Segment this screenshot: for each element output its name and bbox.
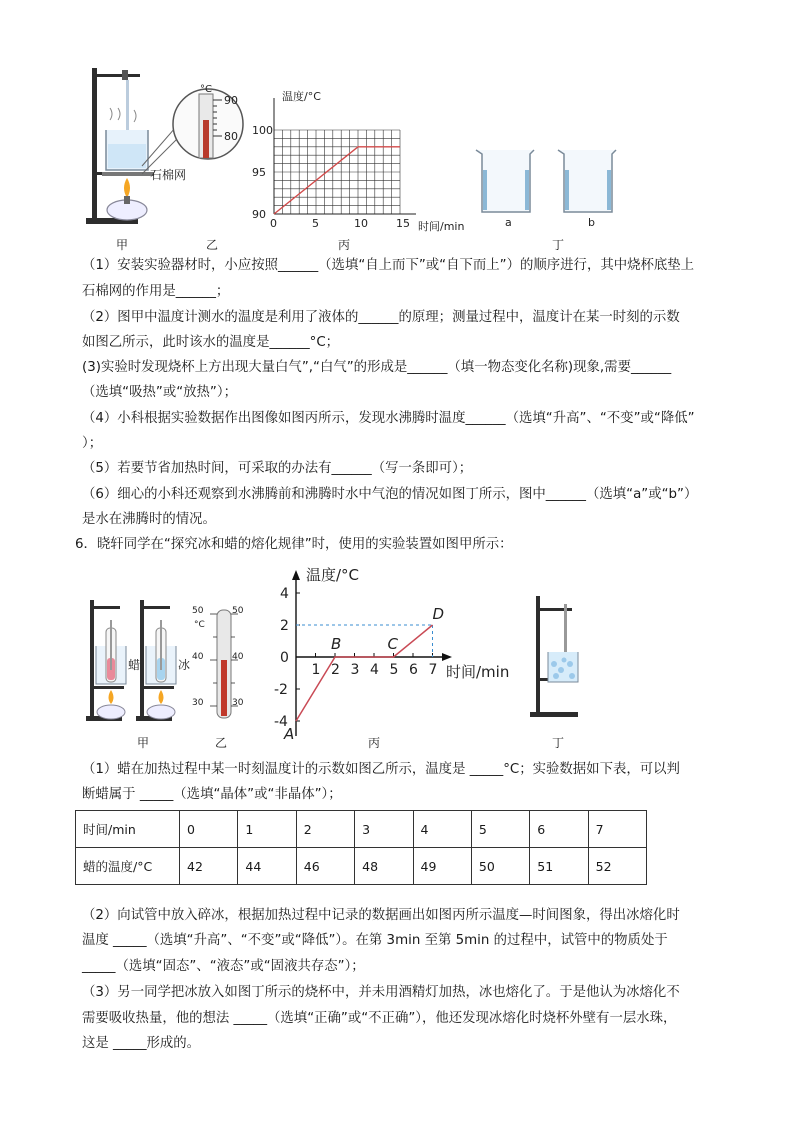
y-tick-label: -4 [274,714,288,730]
table-cell: 46 [296,848,354,885]
wax-label: 蜡 [128,658,141,672]
y-tick-label: 0 [280,650,289,666]
thermo-tick-80: 80 [224,130,238,143]
chart-bing-ice-melting [266,560,526,740]
label-bing-2: 丙 [368,736,381,750]
label-jia-2: 甲 [137,736,150,750]
x-tick-label: 4 [370,662,379,678]
table-cell: 4 [413,811,471,848]
thermo-unit-1: °C [200,84,212,95]
point-label-d: D [432,605,445,623]
q6-line-7: 需要吸收热量，他的想法 _____（选填“正确”或“不正确”），他还发现冰熔化时烧杯外壁有一层水珠， [82,1011,677,1026]
table-cell: 5 [471,811,529,848]
y-tick-label: 100 [252,124,273,137]
table-cell: 52 [588,848,646,885]
table-cell: 1 [238,811,296,848]
x-tick-label: 2 [331,662,340,678]
table-cell: 6 [530,811,588,848]
table-header-time: 时间/min [76,811,180,848]
chart2-ylabel: 温度/°C [306,566,360,584]
y-tick-label: 4 [280,586,289,602]
y-tick-label: 95 [252,166,266,179]
q6-line-1: （1）蜡在加热过程中某一时刻温度计的示数如图乙所示，温度是 _____°C；实验数据如下表，可以判 [82,762,680,777]
x-tick-label: 15 [396,217,410,230]
label-jia-1: 甲 [116,238,129,252]
table-row [76,811,647,848]
y-tick-label: 90 [252,208,266,221]
point-label-c: C [387,635,398,653]
chart1-xlabel: 时间/min [418,220,465,233]
q5-line-1: （1）安装实验器材时，小应按照______（选填“自上而下”或“自下而上”）的顺序进行，其中烧杯底垫上 [82,258,695,273]
thermo2-unit: °C [194,620,205,630]
table-cell: 42 [180,848,238,885]
thermo2-tick-50-left: 50 [192,606,204,616]
q5-line-8: ）； [82,436,103,451]
table-cell: 51 [530,848,588,885]
x-tick-label: 6 [409,662,418,678]
q6-line-4: 温度 _____（选填“升高”、“不变”或“降低”）。在第 3min 至第 5min 的过程中，试管中的物质处于 [82,933,668,948]
q6-line-5: _____（选填“固态”、“液态”或“固液共存态”）； [82,959,365,974]
table-cell: 0 [180,811,238,848]
beaker-b-label: b [588,216,595,229]
q5-line-9: （5）若要节省加热时间，可采取的办法有______（写一条即可）； [82,461,473,476]
x-tick-label: 3 [350,662,360,678]
beaker-a-label: a [505,216,512,229]
label-yi-2: 乙 [215,736,228,750]
label-yi-1: 乙 [206,238,219,252]
q6-line-8: 这是 _____形成的。 [82,1036,201,1051]
y-tick-label: -2 [274,682,288,698]
table-row [76,848,647,885]
thermo2-tick-30-left: 30 [192,698,204,708]
point-label-b: B [331,635,342,653]
q5-line-3: （2）图甲中温度计测水的温度是利用了液体的______的原理；测量过程中，温度计在某一时刻的示数 [82,310,680,325]
x-tick-label: 0 [270,217,277,230]
y-tick-label: 2 [280,618,289,634]
chart1-ylabel: 温度/°C [282,90,321,103]
q6-line-6: （3）另一同学把冰放入如图丁所示的烧杯中，并未用酒精灯加热，冰也熔化了。于是他认为冰熔化不 [82,985,680,1000]
thermo-tick-90: 90 [224,94,238,107]
thermo2-tick-30-right: 30 [232,698,244,708]
chart-bing-water-boiling [252,86,482,234]
thermo2-tick-50-right: 50 [232,606,244,616]
label-ding-2: 丁 [552,736,565,750]
x-axis-arrow [442,653,452,661]
q6-line-3: （2）向试管中放入碎冰，根据加热过程中记录的数据画出如图丙所示温度—时间图象，得出冰熔化时 [82,908,680,923]
table-cell: 44 [238,848,296,885]
x-tick-label: 5 [389,662,399,678]
q5-line-6: （选填“吸热”或“放热”）； [82,385,237,400]
figure-ding-beakers [474,146,630,220]
table-cell: 49 [413,848,471,885]
q5-line-2: 石棉网的作用是______； [82,284,230,299]
q5-line-4: 如图乙所示，此时该水的温度是______°C； [82,335,340,350]
table-header-wax-temp: 蜡的温度/°C [76,848,180,885]
figure-ding-beaker-ice [530,594,590,722]
x-tick-label: 10 [354,217,368,230]
point-label-a: A [284,725,295,740]
y-axis-arrow [292,570,300,580]
ice-label: 冰 [178,658,191,672]
x-tick-label: 7 [428,662,438,678]
table-cell: 50 [471,848,529,885]
q5-line-11: 是水在沸腾时的情况。 [82,512,216,527]
q6-line-2: 断蜡属于 _____（选填“晶体”或“非晶体”）； [82,787,342,802]
table-cell: 48 [355,848,413,885]
q5-line-7: （4）小科根据实验数据作出图像如图丙所示，发现水沸腾时温度______（选填“升高”、“不变”或“降低” [82,411,695,426]
table-cell: 7 [588,811,646,848]
label-ding-1: 丁 [552,238,565,252]
q5-line-10: （6）细心的小科还观察到水沸腾前和沸腾时水中气泡的情况如图丁所示，图中______（选填“a”或“b”） [82,487,698,502]
q6-title: 6．晓轩同学在“探究冰和蜡的熔化规律”时，使用的实验装置如图甲所示： [75,537,513,552]
x-tick-label: 1 [311,662,321,678]
table-cell: 3 [355,811,413,848]
chart2-xlabel: 时间/min [446,663,510,681]
x-tick-label: 5 [312,217,319,230]
label-bing-1: 丙 [338,238,351,252]
wax-temperature-table [75,810,647,885]
asbestos-mesh-label: 石棉网 [150,168,187,182]
table-cell: 2 [296,811,354,848]
thermo2-tick-40-right: 40 [232,652,244,662]
thermo2-tick-40-left: 40 [192,652,204,662]
q5-line-5: (3)实验时发现烧杯上方出现大量白气”,“白气”的形成是______（填一物态变化名称)现象,需要______ [82,360,672,375]
